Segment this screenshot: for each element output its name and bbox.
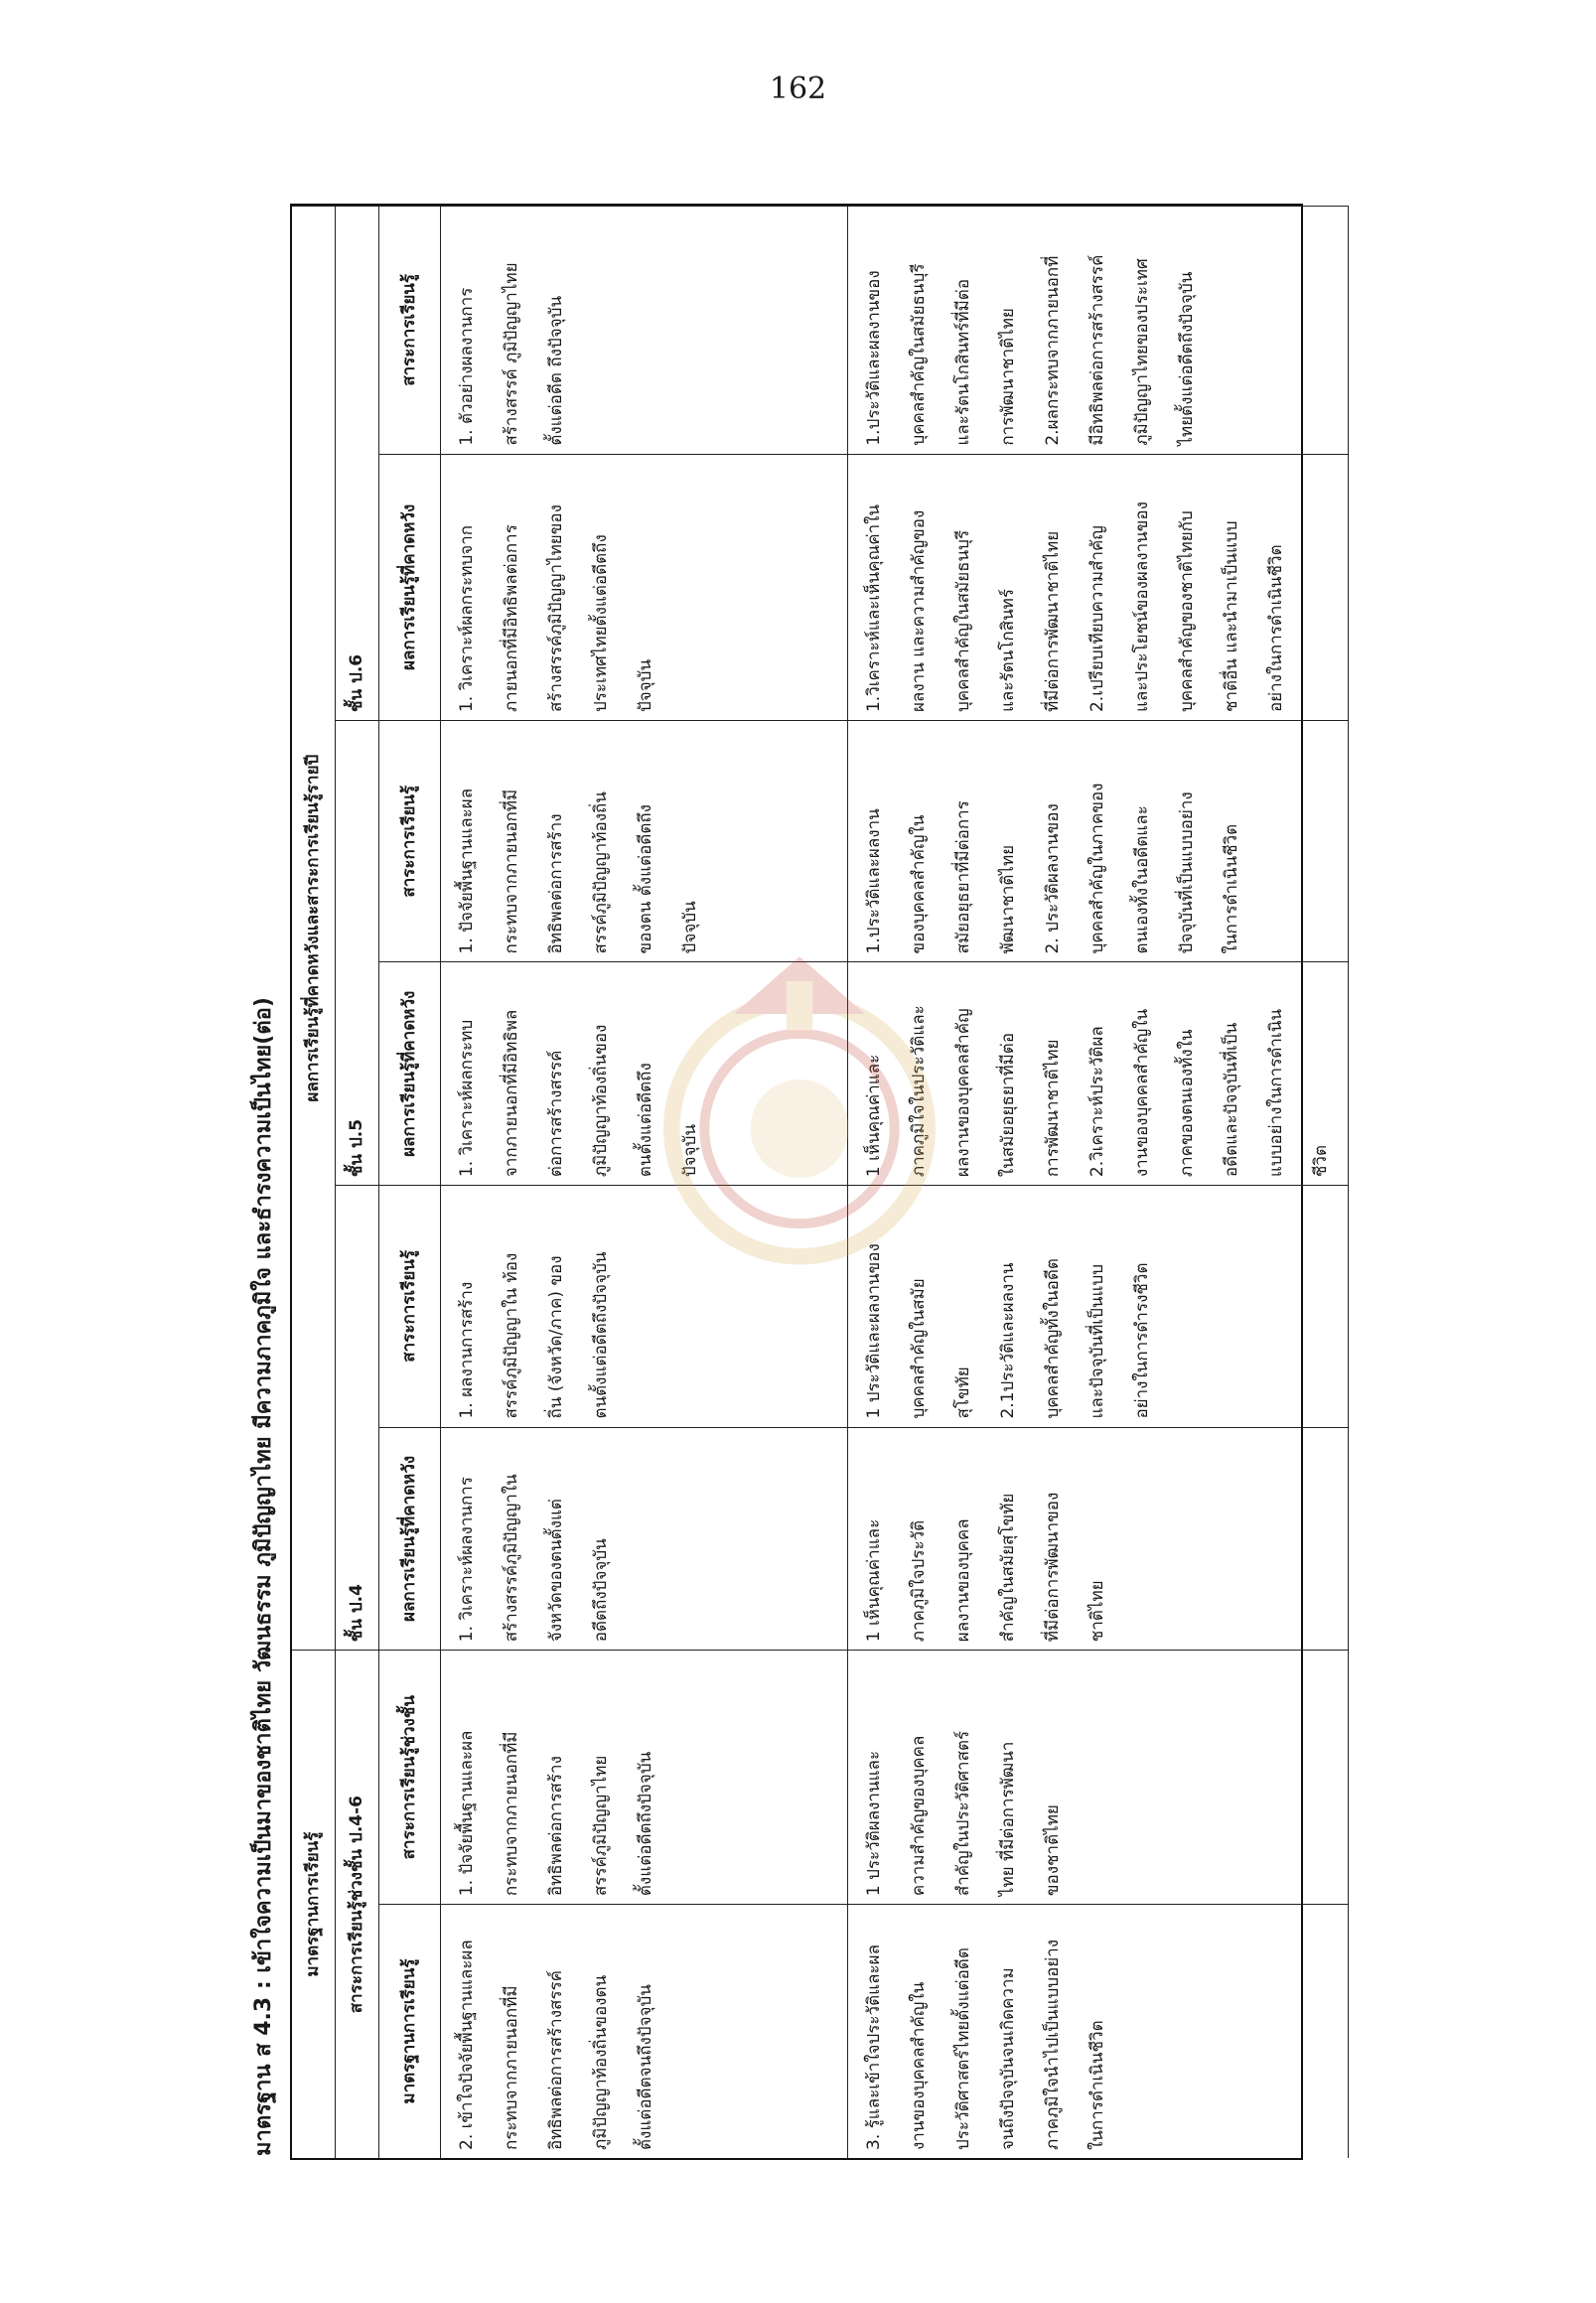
row1-p6-content: 1. ตัวอย่างผลงานการ สร้างสรรค์ ภูมิปัญญาไทย ตั้งแต่อดีต ถึงปัจจุบัน (441, 206, 848, 454)
header-grade-5: ชั้น ป.5 (336, 720, 379, 1185)
header-range-label: สาระการเรียนรู้ช่วงชั้น ป.4-6 (336, 1650, 379, 2158)
row1-p4-outcome: 1. วิเคราะห์ผลงานการ สร้างสรรค์ภูมิปัญญาใน จังหวัดของตนตั้งแต่ อดีตถึงปัจจุบัน (441, 1427, 848, 1651)
col-header-p5-outcome: ผลการเรียนรู้ที่คาดหวัง (379, 961, 441, 1185)
row1-p4-content: 1. ผลงานการสร้าง สรรค์ภูมิปัญญาใน ท้อง ถิ่น (จังหวัด/ภาค) ของ ตนตั้งแต่อดีตถึงปัจจุบัน (441, 1185, 848, 1426)
col-header-p4-content: สาระการเรียนรู้ (379, 1185, 441, 1426)
row2-range-content: 1 ประวัติผลงานและ ความสำคัญของบุคคล สำคัญในประวัติศาสตร์ ไทย ที่มีต่อการพัฒนา ของชาติไทย (848, 1650, 1349, 1904)
header-yearly-group: ผลการเรียนรู้ที่คาดหวังและสาระการเรียนรู้รายปี (292, 206, 336, 1650)
col-header-range-content: สาระการเรียนรู้ช่วงชั้น (379, 1650, 441, 1904)
row1-standard: 2. เข้าใจปัจจัยพื้นฐานและผล กระทบจากภายนอกที่มี อิทธิพลต่อการสร้างสรรค์ ภูมิปัญญาท้องถิ่นของตน ตั้งแต่อดีตจนถึงปัจจุบัน (441, 1904, 848, 2158)
curriculum-table (290, 204, 1331, 2160)
row2-p4-outcome: 1 เห็นคุณค่าและ ภาคภูมิใจประวัติ ผลงานของบุคคล สำคัญในสมัยสุโขทัย ที่มีต่อการพัฒนาของ ชาติไทย (848, 1427, 1349, 1651)
row2-p4-content: 1 ประวัติและผลงานของ บุคคลสำคัญในสมัย สุโขทัย 2.1ประวัติและผลงาน บุคคลสำคัญทั้งในอดีต และปัจจุบันที่เป็นแบบ อย่างในการดำรงชีวิต (848, 1185, 1349, 1426)
header-grade-4: ชั้น ป.4 (336, 1185, 379, 1650)
col-header-p6-content: สาระการเรียนรู้ (379, 206, 441, 454)
col-header-p6-outcome: ผลการเรียนรู้ที่คาดหวัง (379, 454, 441, 720)
row1-p6-outcome: 1. วิเคราะห์ผลกระทบจาก ภายนอกที่มีอิทธิพลต่อการ สร้างสรรค์ภูมิปัญญาไทยของ ประเทศไทยตั้งแต่อดีตถึง ปัจจุบัน (441, 454, 848, 720)
header-standard-group: มาตรฐานการเรียนรู้ (292, 1650, 336, 2158)
row2-p5-outcome: 1 เห็นคุณค่าและ ภาคภูมิใจในประวัติและ ผลงานของบุคคลสำคัญ ในสมัยอยุธยาที่มีต่อ การพัฒนาชาติไทย 2.วิเคราะห์ประวัติผล งานของบุคคลสำคัญใน ภาคของตนเองทั้งใน อดีตและปัจจุบันที่เป็น แบบอย่างในการดำเนิน ชีวิต (848, 961, 1349, 1185)
col-header-p5-content: สาระการเรียนรู้ (379, 720, 441, 961)
row2-p6-content: 1.ประวัติและผลงานของ บุคคลสำคัญในสมัยธนบุรี และรัตนโกสินทร์ที่มีต่อ การพัฒนาชาติไทย 2.ผลกระทบจากภายนอกที่ มีอิทธิพลต่อการสร้างสรรค์ ภูมิปัญญาไทยของประเทศ ไทยตั้งแต่อดีตถึงปัจจุบัน (848, 206, 1349, 454)
row2-standard: 3. รู้และเข้าใจประวัติและผล งานของบุคคลสำคัญใน ประวัติศาสตร์ไทยตั้งแต่อดีต จนถึงปัจจุบันจนเกิดความ ภาคภูมิใจนำไปเป็นแบบอย่าง ในการดำเนินชีวิต (848, 1904, 1349, 2158)
row2-p6-outcome: 1.วิเคราะห์และเห็นคุณค่าใน ผลงาน และความสำคัญของ บุคคลสำคัญในสมัยธนบุรี และรัตนโกสินทร์ ที่มีต่อการพัฒนาชาติไทย 2.เปรียบเทียบความสำคัญ และประโยชน์ของผลงานของ บุคคลสำคัญของชาติไทยกับ ชาติอื่น และนำมาเป็นแบบ อย่างในการดำเนินชีวิต (848, 454, 1349, 720)
row1-range-content: 1. ปัจจัยพื้นฐานและผล กระทบจากภายนอกที่มี อิทธิพลต่อการสร้าง สรรค์ภูมิปัญญาไทย ตั้งแต่อดีตถึงปัจจุบัน (441, 1650, 848, 1904)
table-caption: มาตรฐาน ส 4.3 : เข้าใจความเป็นมาของชาติไทย วัฒนธรรม ภูมิปัญญาไทย มีความภาคภูมิใจ และธำรงความเป็นไทย(ต่อ) (251, 997, 276, 2156)
col-header-standard: มาตรฐานการเรียนรู้ (379, 1904, 441, 2158)
header-grade-6: ชั้น ป.6 (336, 206, 379, 720)
row2-p5-content: 1.ประวัติและผลงาน ของบุคคลสำคัญใน สมัยอยุธยาที่มีต่อการ พัฒนาชาติไทย 2. ประวัติผลงานของ บุคคลสำคัญในภาคของ ตนเองทั้งในอดีตและ ปัจจุบันที่เป็นแบบอย่าง ในการดำเนินชีวิต (848, 720, 1349, 961)
page-number: 162 (769, 72, 827, 106)
row1-p5-outcome: 1. วิเคราะห์ผลกระทบ จากภายนอกที่มีอิทธิพล ต่อการสร้างสรรค์ ภูมิปัญญาท้องถิ่นของ ตนตั้งแต่อดีตถึง ปัจจุบัน (441, 961, 848, 1185)
row1-p5-content: 1. ปัจจัยพื้นฐานและผล กระทบจากภายนอกที่มี อิทธิพลต่อการสร้าง สรรค์ภูมิปัญญาท้องถิ่น ของตน ตั้งแต่อดีตถึง ปัจจุบัน (441, 720, 848, 961)
rotated-table-area (238, 204, 1331, 2160)
col-header-p4-outcome: ผลการเรียนรู้ที่คาดหวัง (379, 1427, 441, 1651)
